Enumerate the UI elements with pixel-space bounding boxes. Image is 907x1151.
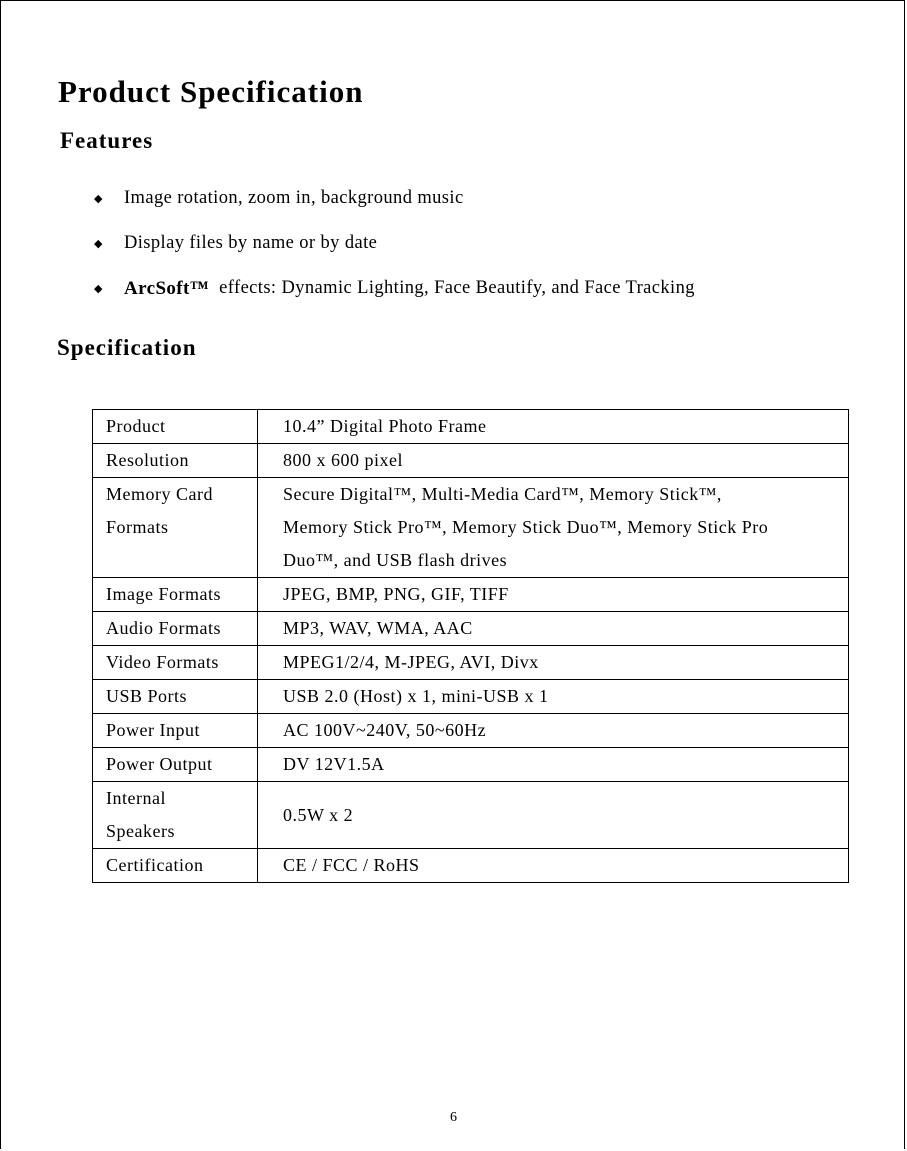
spec-value: 0.5W x 2 <box>258 782 849 849</box>
spec-value: MPEG1/2/4, M-JPEG, AVI, Divx <box>258 646 849 680</box>
spec-label: Certification <box>93 849 258 883</box>
bullet-icon: ◆ <box>94 238 103 250</box>
bullet-icon: ◆ <box>94 283 103 295</box>
feature-text: Image rotation, zoom in, background music <box>124 188 464 208</box>
spec-label: Product <box>93 410 258 444</box>
table-row <box>93 612 849 646</box>
spec-value: 10.4” Digital Photo Frame <box>258 410 849 444</box>
feature-item <box>94 176 695 221</box>
feature-text: effects: Dynamic Lighting, Face Beautify, and Face Tracking <box>219 278 695 298</box>
feature-item <box>94 221 695 266</box>
spec-table <box>92 409 849 883</box>
spec-label: Image Formats <box>93 578 258 612</box>
table-row <box>93 646 849 680</box>
features-heading: Features <box>60 128 154 153</box>
spec-label: Audio Formats <box>93 612 258 646</box>
spec-value: MP3, WAV, WMA, AAC <box>258 612 849 646</box>
table-row <box>93 680 849 714</box>
specification-heading: Specification <box>57 335 197 360</box>
spec-label: Video Formats <box>93 646 258 680</box>
table-row <box>93 444 849 478</box>
spec-label: Resolution <box>93 444 258 478</box>
spec-label: Power Input <box>93 714 258 748</box>
spec-value: Secure Digital™, Multi-Media Card™, Memory Stick™, Memory Stick Pro™, Memory Stick Duo™, Memory Stick Pro Duo™, and USB flash drives <box>258 478 849 578</box>
spec-value: DV 12V1.5A <box>258 748 849 782</box>
table-row <box>93 849 849 883</box>
spec-value: AC 100V~240V, 50~60Hz <box>258 714 849 748</box>
spec-label: USB Ports <box>93 680 258 714</box>
feature-list <box>94 176 695 311</box>
page-title: Product Specification <box>58 74 364 109</box>
spec-value: USB 2.0 (Host) x 1, mini-USB x 1 <box>258 680 849 714</box>
table-row <box>93 478 849 578</box>
spec-label: Memory Card Formats <box>93 478 258 578</box>
feature-item <box>94 266 695 311</box>
table-row <box>93 410 849 444</box>
spec-label: Power Output <box>93 748 258 782</box>
arcsoft-brand: ArcSoft™ <box>124 277 210 299</box>
spec-value: CE / FCC / RoHS <box>258 849 849 883</box>
spec-label: Internal Speakers <box>93 782 258 849</box>
spec-value: 800 x 600 pixel <box>258 444 849 478</box>
spec-value: JPEG, BMP, PNG, GIF, TIFF <box>258 578 849 612</box>
table-row <box>93 578 849 612</box>
feature-text: Display files by name or by date <box>124 233 378 253</box>
table-row <box>93 782 849 849</box>
bullet-icon: ◆ <box>94 193 103 205</box>
table-row <box>93 714 849 748</box>
page-number: 6 <box>450 1110 457 1125</box>
table-row <box>93 748 849 782</box>
